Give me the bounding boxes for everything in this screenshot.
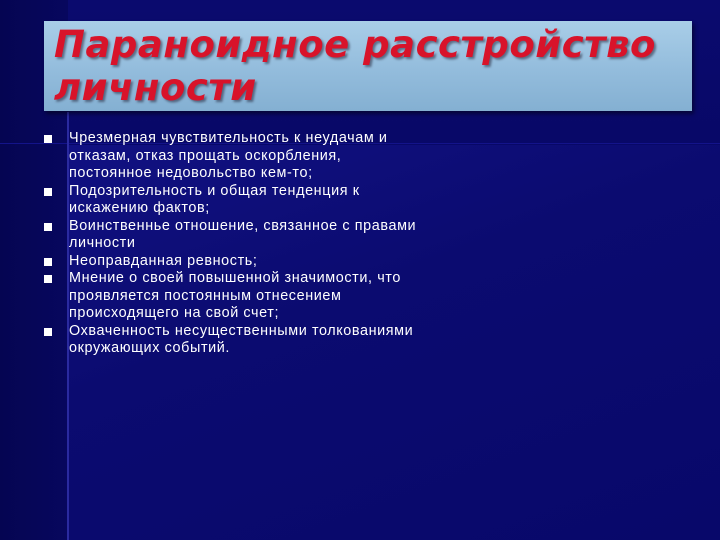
bullet-text: Подозрительность и общая тенденция к искажению фактов; [69,182,360,216]
bullet-item [44,323,424,358]
square-bullet-icon [44,258,52,266]
square-bullet-icon [44,328,52,336]
square-bullet-icon [44,135,52,143]
bullet-item [44,183,424,218]
bullet-list [44,130,424,358]
bullet-text: Неоправданная ревность; [69,252,258,269]
square-bullet-icon [44,188,52,196]
square-bullet-icon [44,223,52,231]
bullet-item [44,270,424,323]
slide-title [54,23,656,109]
bullet-item [44,253,424,271]
square-bullet-icon [44,275,52,283]
title-box [44,21,692,111]
bullet-text: Чрезмерная чувствительность к неудачам и отказам, отказ прощать оскорбления, постоянное недовольство кем-то; [69,130,388,181]
bullet-text: Охваченность несущественными толкованиями окружающих событий. [69,322,414,356]
title-line-2: личности [54,66,257,109]
bullet-item [44,130,424,183]
bullet-text: Мнение о своей повышенной значимости, что проявляется постоянным отнесением происходящего на свой счет; [69,270,401,321]
bullet-item [44,218,424,253]
bullet-text: Воинственнье отношение, связанное с правами личности [69,217,417,251]
title-line-1: Параноидное расстройство [54,23,656,66]
